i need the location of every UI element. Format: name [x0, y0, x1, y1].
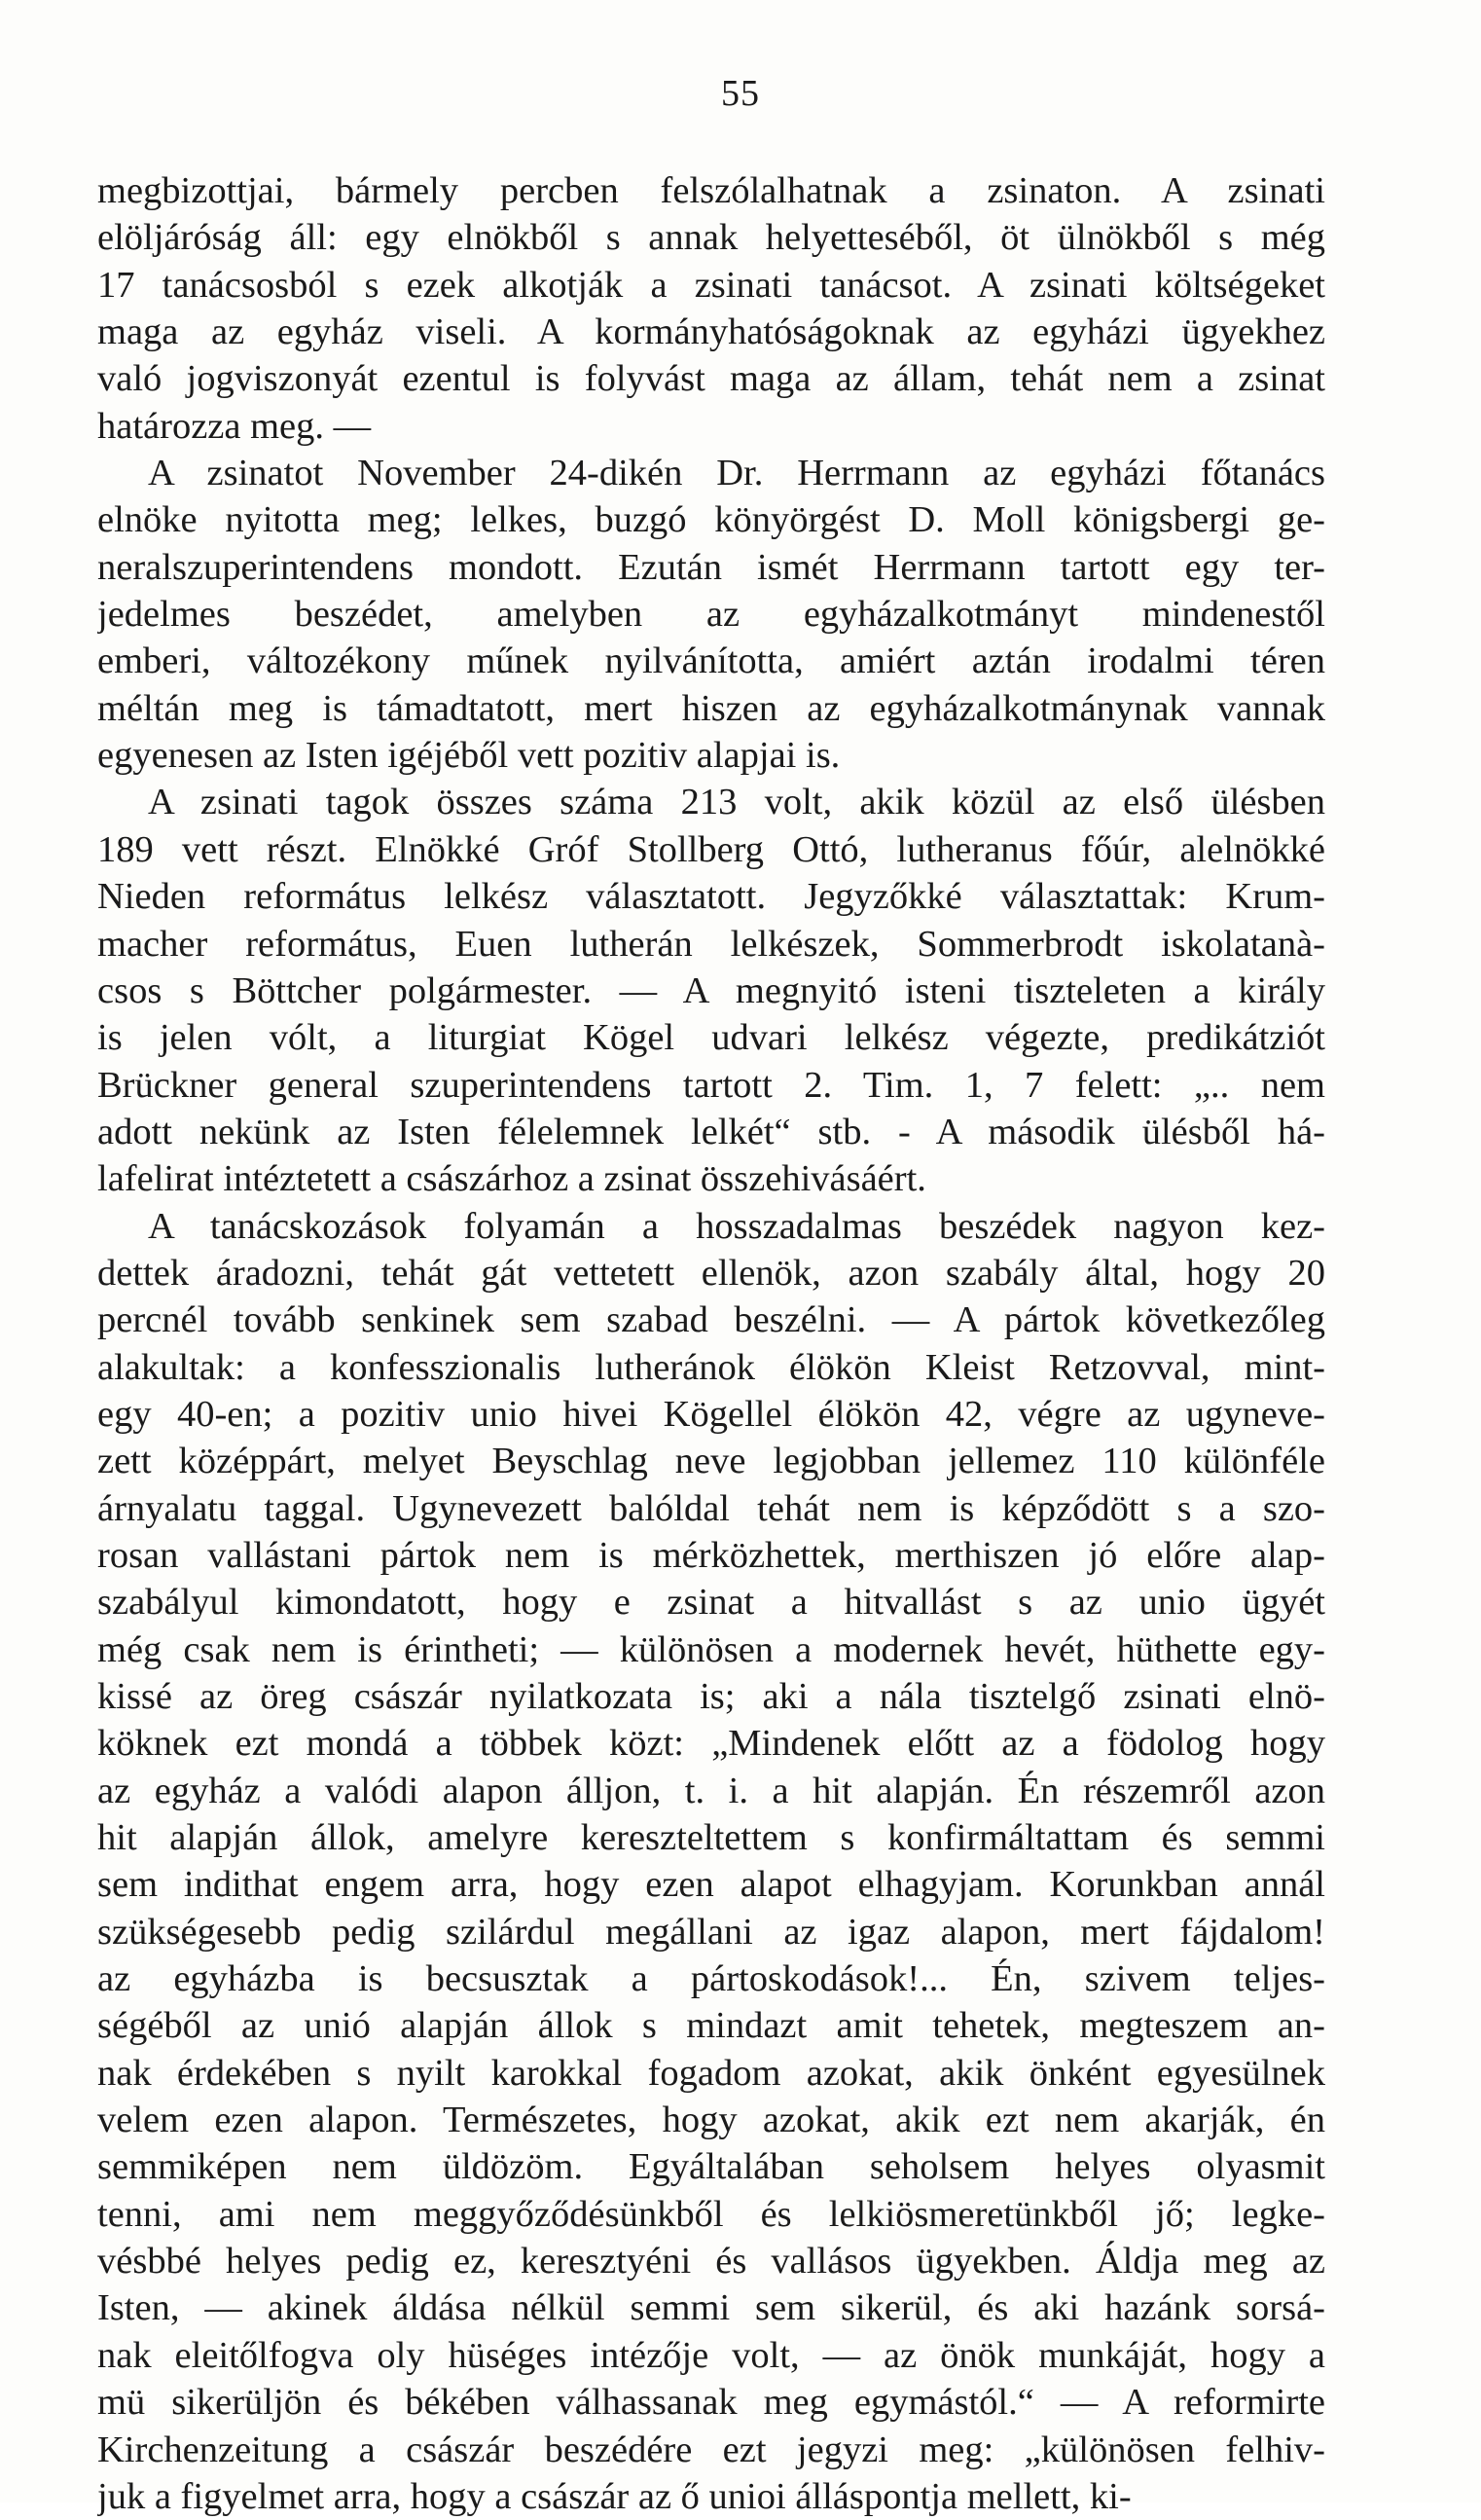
text-line: dettek áradozni, tehát gát vettetett ellenök, azon szabály által, hogy 20 — [97, 1252, 1325, 1294]
text-line: méltán meg is támadtatott, mert hiszen az egyházalkotmánynak vannak — [97, 687, 1325, 729]
text-line: 189 vett részt. Elnökké Gróf Stollberg Ottó, lutheranus főúr, alelnökké — [97, 828, 1325, 870]
text-line: percnél tovább senkinek sem szabad beszélni. — A pártok következőleg — [97, 1299, 1325, 1341]
text-line: A zsinatot November 24-dikén Dr. Herrmann az egyházi főtanács — [148, 453, 1325, 494]
text-line: csos s Böttcher polgármester. — A megnyitó isteni tiszteleten a király — [97, 969, 1325, 1011]
text-line: maga az egyház viseli. A kormányhatóságoknak az egyházi ügyekhez — [97, 311, 1325, 353]
text-line: mü sikerüljön és békében válhassanak meg egymástól.“ — A reformirte — [97, 2382, 1325, 2424]
text-line: szabályul kimondatott, hogy e zsinat a hitvallást s az unio ügyét — [97, 1582, 1325, 1624]
text-line: A tanácskozások folyamán a hosszadalmas beszédek nagyon kez- — [148, 1205, 1325, 1247]
text-line: megbizottjai, bármely percben felszólalhatnak a zsinaton. A zsinati — [97, 170, 1325, 211]
text-line: tenni, ami nem meggyőződésünkből és lelkiösmeretünkből jő; legke- — [97, 2193, 1325, 2235]
text-line: sem indithat engem arra, hogy ezen alapot elhagyjam. Korunkban annál — [97, 1864, 1325, 1906]
text-line: elöljáróság áll: egy elnökből s annak helyetteséből, öt ülnökből s még — [97, 217, 1325, 259]
text-line: A zsinati tagok összes száma 213 volt, akik közül az első ülésben — [148, 782, 1325, 823]
text-line: Nieden református lelkész választatott. Jegyzőkké választattak: Krum- — [97, 876, 1325, 918]
text-line: egyenesen az Isten igéjéből vett pozitiv alapjai is. — [97, 735, 841, 777]
text-line: adott nekünk az Isten félelemnek lelkét“ stb. - A második ülésből há- — [97, 1111, 1325, 1152]
text-line: emberi, változékony műnek nyilvánította, amiért aztán irodalmi téren — [97, 640, 1325, 682]
text-line: is jelen vólt, a liturgiat Kögel udvari lelkész végezte, predikátziót — [97, 1017, 1325, 1059]
page-number: 55 — [721, 73, 760, 114]
text-line: neralszuperintendens mondott. Ezután ismét Herrmann tartott egy ter- — [97, 546, 1325, 588]
text-line: az egyházba is becsusztak a pártoskodások!... Én, szivem teljes- — [97, 1958, 1325, 2000]
text-line: alakultak: a konfesszionalis lutheránok élökön Kleist Retzovval, mint- — [97, 1346, 1325, 1388]
paragraph — [97, 779, 1325, 1202]
text-line: ségéből az unió alapján állok s mindazt amit tehetek, megteszem an- — [97, 2005, 1325, 2047]
text-line: vésbbé helyes pedig ez, keresztyéni és vallásos ügyekben. Áldja meg az — [97, 2241, 1325, 2283]
text-line: rosan vallástani pártok nem is mérközhettek, merthiszen jó előre alap- — [97, 1534, 1325, 1576]
text-line: szükségesebb pedig szilárdul megállani az igaz alapon, mert fájdalom! — [97, 1911, 1325, 1953]
text-line: az egyház a valódi alapon álljon, t. i. a hit alapján. Én részemről azon — [97, 1770, 1325, 1811]
text-line: 17 tanácsosból s ezek alkotják a zsinati tanácsot. A zsinati költségeket — [97, 264, 1325, 306]
body-text — [97, 167, 1325, 2520]
text-line: elnöke nyitotta meg; lelkes, buzgó könyörgést D. Moll königsbergi ge- — [97, 499, 1325, 541]
text-line: árnyalatu taggal. Ugynevezett balóldal tehát nem is képződött s a szo- — [97, 1487, 1325, 1529]
text-line: macher református, Euen lutherán lelkészek, Sommerbrodt iskolatanà- — [97, 923, 1325, 965]
paragraph — [97, 1203, 1325, 2520]
text-line: nak érdekében s nyilt karokkal fogadom azokat, akik önként egyesülnek — [97, 2052, 1325, 2094]
text-line: jedelmes beszédet, amelyben az egyházalkotmányt mindenestől — [97, 594, 1325, 636]
text-line: velem ezen alapon. Természetes, hogy azokat, akik ezt nem akarják, én — [97, 2100, 1325, 2141]
text-line: lafelirat intéztetett a császárhoz a zsinat összehivásáért. — [97, 1158, 926, 1200]
text-line: egy 40-en; a pozitiv unio hivei Kögellel élökön 42, végre az ugyneve- — [97, 1393, 1325, 1435]
text-line: még csak nem is érintheti; — különösen a modernek hevét, hüthette egy- — [97, 1628, 1325, 1670]
text-line: hit alapján állok, amelyre kereszteltettem s konfirmáltattam és semmi — [97, 1817, 1325, 1859]
text-line: juk a figyelmet arra, hogy a császár az ő unioi álláspontja mellett, ki- — [97, 2475, 1132, 2517]
paragraph — [97, 167, 1325, 450]
text-line: határozza meg. — — [97, 405, 372, 447]
text-line: nak eleitőlfogva oly hüséges intézője volt, — az önök munkáját, hogy a — [97, 2334, 1325, 2376]
text-line: Isten, — akinek áldása nélkül semmi sem sikerül, és aki hazánk sorsá- — [97, 2287, 1325, 2329]
text-line: Brückner general szuperintendens tartott 2. Tim. 1, 7 felett: „.. nem — [97, 1064, 1325, 1106]
text-line: semmiképen nem üldözöm. Egyáltalában seholsem helyes olyasmit — [97, 2146, 1325, 2188]
text-line: kissé az öreg császár nyilatkozata is; aki a nála tisztelgő zsinati elnö- — [97, 1676, 1325, 1717]
text-line: köknek ezt mondá a többek közt: „Mindenek előtt az a födolog hogy — [97, 1723, 1325, 1765]
text-line: Kirchenzeitung a császár beszédére ezt jegyzi meg: „különösen felhiv- — [97, 2429, 1325, 2470]
text-line: való jogviszonyát ezentul is folyvást maga az állam, tehát nem a zsinat — [97, 358, 1325, 400]
paragraph — [97, 450, 1325, 779]
text-line: zett középpárt, melyet Beyschlag neve legjobban jellemez 110 különféle — [97, 1441, 1325, 1482]
